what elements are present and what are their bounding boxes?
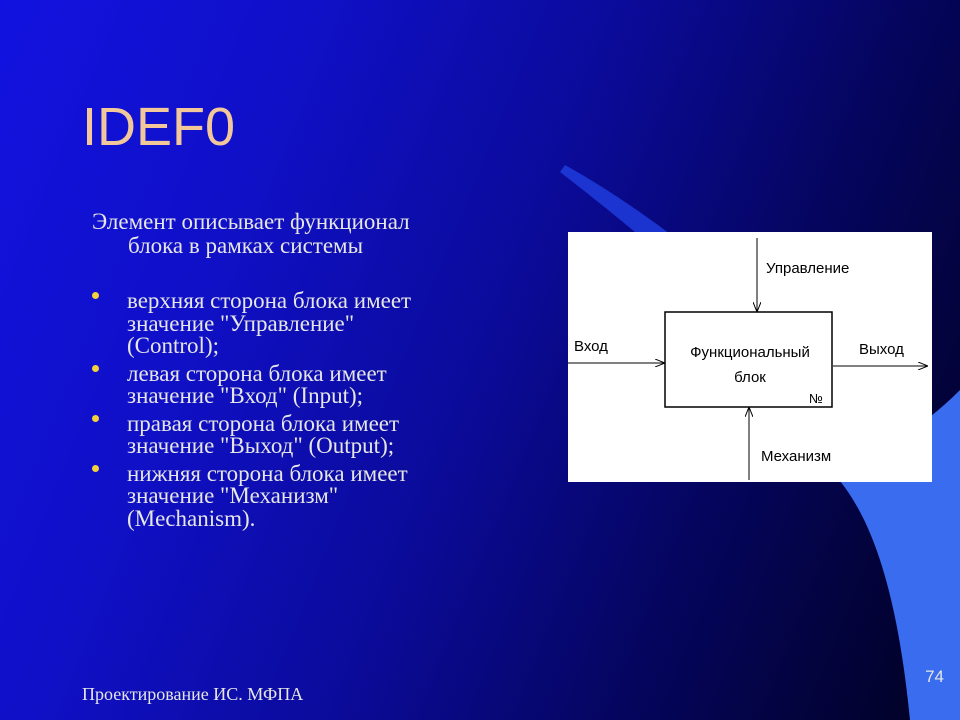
intro-text [92,210,512,258]
idef0-diagram [568,232,932,482]
control-label: Управление [766,260,850,277]
bullet-list [92,290,512,535]
bullet-line: (Control); [127,333,219,358]
intro-line: блока в рамках системы [128,233,364,258]
bullet-line: верхняя сторона блока имеет [127,288,412,313]
output-label: Выход [859,341,904,358]
bullet-icon [92,465,99,472]
block-label-line2: блок [734,369,766,386]
bullet-line: (Mechanism). [127,505,256,531]
intro-line: Элемент описывает функционал [92,209,410,234]
page-number: 74 [925,667,944,686]
footer-text: Проектирование ИС. МФПА [82,684,304,704]
bullet-item-output [92,410,512,458]
bullet-icon [92,292,99,299]
bullet-icon [92,415,99,422]
bullet-item-input [92,360,512,408]
bullet-line: нижняя сторона блока имеет [127,460,408,486]
bullet-line: правая сторона блока имеет [127,410,400,436]
mechanism-label: Механизм [761,448,832,465]
block-number-label: № [809,391,823,406]
bullet-item-mechanism [92,460,512,531]
bullet-line: значение "Управление" [127,310,355,336]
bullet-line: значение "Выход" (Output); [127,433,395,458]
bullet-line: значение "Механизм" [127,483,339,508]
slide-title: IDEF0 [82,97,236,157]
block-label-line1: Функциональный [690,344,810,361]
bullet-line: значение "Вход" (Input); [127,383,364,408]
idef0-diagram-svg [568,232,932,482]
bullet-line: левая сторона блока имеет [127,360,387,386]
bullet-icon [92,365,99,372]
bullet-item-control [92,290,512,358]
input-label: Вход [574,338,608,355]
